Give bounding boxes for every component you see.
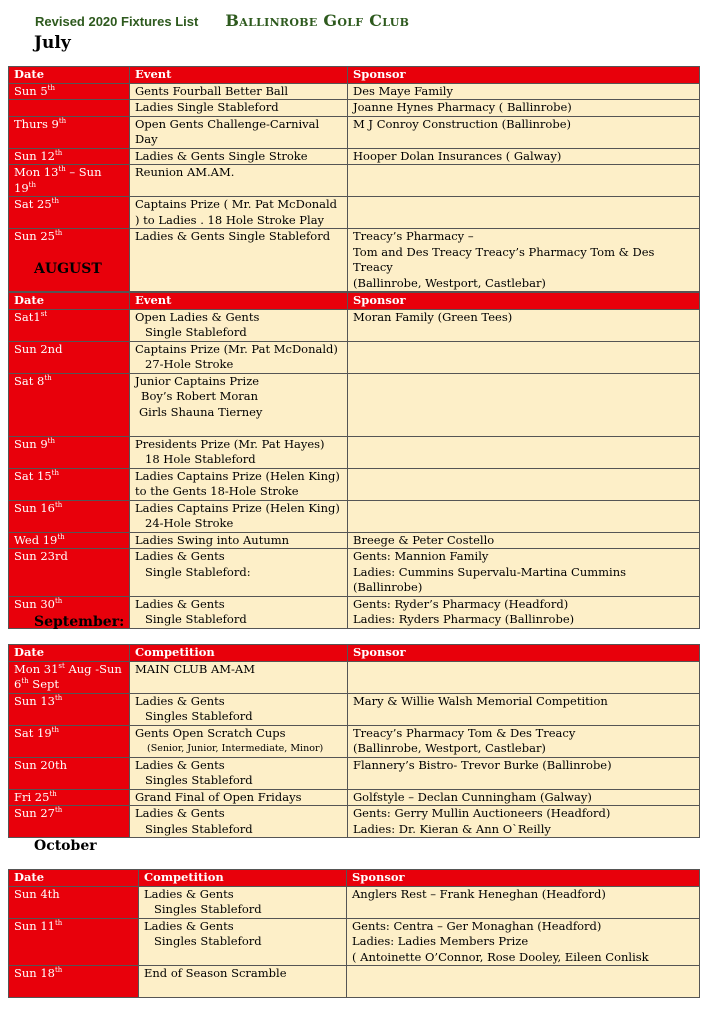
sponsor-line: Golfstyle – Declan Cunningham (Galway) <box>353 789 592 804</box>
fixture-sponsor <box>348 661 700 693</box>
fixture-event <box>130 806 348 838</box>
table-row <box>9 789 700 806</box>
month-heading: October <box>34 838 97 854</box>
date-suffix: th <box>51 197 59 206</box>
table-row <box>9 165 700 197</box>
fixture-event <box>130 532 348 549</box>
event-line: Ladies & Gents <box>135 806 225 820</box>
fixture-sponsor <box>348 165 700 197</box>
page-header <box>35 11 409 30</box>
fixture-event <box>139 918 347 966</box>
fixture-sponsor <box>348 373 700 436</box>
date-text: Sun 25 <box>14 229 55 243</box>
sponsor-line: (Ballinrobe, Westport, Castlebar) <box>353 275 546 290</box>
fixture-event <box>130 341 348 373</box>
fixture-sponsor <box>348 757 700 789</box>
event-line: Captains Prize ( Mr. Pat McDonald <box>135 197 338 211</box>
event-line: Ladies & Gents Single Stroke <box>135 148 308 163</box>
fixture-sponsor <box>348 725 700 757</box>
date-suffix: th <box>54 596 63 605</box>
column-header: Sponsor <box>347 870 700 887</box>
fixture-event <box>130 83 348 100</box>
fixture-sponsor <box>348 532 700 549</box>
date-text: Sun 30 <box>14 596 55 611</box>
revised-label: Revised 2020 Fixtures List <box>35 14 199 29</box>
column-header: Event <box>130 293 348 310</box>
table-row <box>9 373 700 436</box>
date-suffix: th <box>54 229 63 238</box>
fixture-date <box>9 757 130 789</box>
table-header-row <box>9 645 700 662</box>
event-line: Single Stableford <box>145 612 247 626</box>
event-line: Captains Prize (Mr. Pat McDonald) <box>135 341 338 356</box>
fixture-event <box>130 100 348 117</box>
event-line: 27-Hole Stroke <box>145 357 234 371</box>
fixture-event <box>130 596 348 628</box>
event-line: 18 Hole Stableford <box>145 452 256 466</box>
fixture-sponsor <box>348 596 700 628</box>
fixture-date <box>9 341 130 373</box>
sponsor-line: Ladies: Cummins Supervalu-Martina Cummins (Ballinrobe) <box>353 564 627 594</box>
date-suffix: th <box>44 373 52 382</box>
fixture-sponsor <box>348 309 700 341</box>
event-line: Ladies & Gents <box>135 757 225 772</box>
event-line: Ladies & Gents <box>135 693 225 708</box>
month-heading: September: <box>34 614 125 630</box>
date-text: Sun 4th <box>14 886 60 901</box>
fixtures-table <box>8 644 700 838</box>
column-header: Date <box>9 293 130 310</box>
date-text: Mon 31 <box>14 661 59 676</box>
table-row <box>9 100 700 117</box>
table-row <box>9 436 700 468</box>
event-line: Grand Final of Open Fridays <box>135 789 302 804</box>
fixture-event <box>130 500 348 532</box>
fixture-sponsor <box>347 886 700 918</box>
fixture-date <box>9 966 139 998</box>
fixture-date <box>9 197 130 229</box>
sponsor-line: Breege & Peter Costello <box>353 532 495 547</box>
date-text: Sat1 <box>14 309 41 324</box>
date-range-text: – Sun <box>65 165 102 179</box>
event-line: Ladies Captains Prize (Helen King) <box>135 500 340 515</box>
column-header: Sponsor <box>348 293 700 310</box>
date-suffix: th <box>54 500 63 509</box>
date-suffix: th <box>54 806 63 815</box>
event-line: End of Season Scramble <box>144 966 287 980</box>
event-line: Girls Shauna Tierney <box>139 404 263 419</box>
event-line: Reunion AM.AM. <box>135 165 235 179</box>
date-text: Sun 13 <box>14 693 55 708</box>
sponsor-line: Gents: Ryder’s Pharmacy (Headford) <box>353 596 569 611</box>
table-row <box>9 757 700 789</box>
fixture-sponsor <box>348 341 700 373</box>
sponsor-line: Gents: Gerry Mullin Auctioneers (Headford) <box>353 806 611 820</box>
fixture-event <box>130 549 348 597</box>
date-end-text: 19 <box>14 180 29 195</box>
table-row <box>9 197 700 229</box>
fixtures-table <box>8 869 700 998</box>
fixture-sponsor <box>347 918 700 966</box>
date-suffix: th <box>58 165 66 174</box>
fixture-sponsor <box>348 789 700 806</box>
fixture-date <box>9 83 130 100</box>
table-row <box>9 229 700 292</box>
date-suffix: th <box>54 918 63 927</box>
event-line: Single Stableford <box>145 325 247 339</box>
fixture-date <box>9 806 130 838</box>
event-line: 24-Hole Stroke <box>145 516 234 530</box>
fixture-event <box>130 661 348 693</box>
event-line: Ladies Captains Prize (Helen King) <box>135 468 340 483</box>
table-header-row <box>9 870 700 887</box>
date-end-suffix: th <box>28 180 36 189</box>
fixture-event <box>130 165 348 197</box>
event-line: Gents Open Scratch Cups <box>135 725 286 740</box>
date-range-text: Aug -Sun <box>64 661 122 676</box>
fixture-event <box>139 886 347 918</box>
table-row <box>9 918 700 966</box>
event-line: Boy’s Robert Moran <box>141 389 259 403</box>
fixture-date <box>9 886 139 918</box>
date-text: Sun 9 <box>14 436 48 451</box>
month-heading: July <box>34 33 71 53</box>
date-text: Sat 8 <box>14 373 45 388</box>
event-line: Ladies & Gents <box>135 549 225 563</box>
date-text: Sun 18 <box>14 966 55 980</box>
fixture-event <box>130 148 348 165</box>
event-line: Open Gents Challenge-Carnival Day <box>135 116 320 146</box>
event-line: Ladies Single Stableford <box>135 100 279 114</box>
fixture-event <box>130 725 348 757</box>
date-text: Sun 12 <box>14 148 55 163</box>
table-row <box>9 549 700 597</box>
table-row <box>9 532 700 549</box>
fixture-date <box>9 309 130 341</box>
event-line: Singles Stableford <box>154 934 262 948</box>
column-header: Competition <box>130 645 348 662</box>
fixture-sponsor <box>348 468 700 500</box>
table-row <box>9 500 700 532</box>
event-line: Singles Stableford <box>145 709 253 723</box>
sponsor-line: Ladies: Ladies Members Prize <box>352 934 529 948</box>
event-line: Ladies & Gents <box>144 918 234 933</box>
event-line: (Senior, Junior, Intermediate, Minor) <box>147 743 324 754</box>
fixture-date <box>9 725 130 757</box>
sponsor-line: Gents: Centra – Ger Monaghan (Headford) <box>352 918 602 933</box>
fixture-sponsor <box>348 436 700 468</box>
fixture-sponsor <box>348 116 700 148</box>
fixture-event <box>130 789 348 806</box>
table-row <box>9 693 700 725</box>
fixture-sponsor <box>348 693 700 725</box>
fixture-date <box>9 661 130 693</box>
fixture-date <box>9 116 130 148</box>
date-suffix: th <box>58 116 67 125</box>
sponsor-line: Ladies: Dr. Kieran & Ann O`Reilly <box>353 821 551 836</box>
event-line: Open Ladies & Gents <box>135 309 260 324</box>
fixture-sponsor <box>348 100 700 117</box>
sponsor-line: Hooper Dolan Insurances ( Galway) <box>353 148 562 163</box>
column-header: Competition <box>139 870 347 887</box>
fixture-event <box>130 373 348 436</box>
event-line: ) to Ladies . 18 Hole Stroke Play <box>135 212 325 227</box>
fixture-event <box>130 693 348 725</box>
fixture-event <box>130 309 348 341</box>
fixture-event <box>130 229 348 292</box>
table-row <box>9 148 700 165</box>
date-text: Sun 5 <box>14 83 48 98</box>
date-text: Fri 25 <box>14 789 50 804</box>
table-row <box>9 468 700 500</box>
column-header: Date <box>9 870 139 887</box>
sponsor-line: Anglers Rest – Frank Heneghan (Headford) <box>352 886 606 901</box>
table-row <box>9 341 700 373</box>
fixture-date <box>9 693 130 725</box>
table-row <box>9 725 700 757</box>
sponsor-line: Mary & Willie Walsh Memorial Competition <box>353 693 608 708</box>
fixture-date <box>9 373 130 436</box>
column-header: Sponsor <box>348 645 700 662</box>
fixture-event <box>130 757 348 789</box>
date-text: Sun 23rd <box>14 549 68 563</box>
sponsor-line: Treacy’s Pharmacy Tom & Des Treacy <box>353 725 576 740</box>
sponsor-line: Des Maye Family <box>353 83 453 98</box>
fixture-sponsor <box>348 500 700 532</box>
table-row <box>9 966 700 998</box>
fixture-date <box>9 532 130 549</box>
column-header: Event <box>130 67 348 84</box>
fixtures-table <box>8 292 700 629</box>
club-name: Ballinrobe Golf Club <box>225 11 410 30</box>
event-line: Ladies Swing into Autumn <box>135 532 290 547</box>
column-header: Date <box>9 67 130 84</box>
fixture-date <box>9 148 130 165</box>
table-row <box>9 806 700 838</box>
sponsor-line: Tom and Des Treacy Treacy’s Pharmacy Tom & Des Treacy <box>353 244 655 274</box>
fixture-event <box>130 197 348 229</box>
fixture-date <box>9 468 130 500</box>
date-text: Sun 11 <box>14 918 55 933</box>
date-end-suffix: th <box>21 677 29 686</box>
event-line: to the Gents 18-Hole Stroke <box>135 484 299 498</box>
date-text: Thurs 9 <box>14 116 59 131</box>
fixture-event <box>130 468 348 500</box>
sponsor-line: Moran Family (Green Tees) <box>353 309 513 324</box>
fixture-sponsor <box>348 806 700 838</box>
fixture-sponsor <box>348 148 700 165</box>
fixtures-table <box>8 66 700 292</box>
table-row <box>9 886 700 918</box>
sponsor-line: M J Conroy Construction (Ballinrobe) <box>353 116 571 131</box>
fixture-event <box>139 966 347 998</box>
fixture-event <box>130 436 348 468</box>
date-text: Sun 16 <box>14 500 55 515</box>
date-suffix: th <box>47 436 55 445</box>
fixture-date <box>9 500 130 532</box>
date-suffix: th <box>51 725 59 734</box>
event-line: Singles Stableford <box>145 773 253 787</box>
date-suffix: th <box>49 789 57 798</box>
column-header: Date <box>9 645 130 662</box>
date-text: Sat 25 <box>14 197 52 211</box>
fixture-sponsor <box>348 229 700 292</box>
sponsor-line: ( Antoinette O’Connor, Rose Dooley, Eileen Conlisk <box>352 949 649 964</box>
date-text: Sun 20th <box>14 757 68 772</box>
date-text: Sun 27 <box>14 806 55 820</box>
date-end-rest: Sept <box>28 677 59 691</box>
sponsor-line: Ladies: Ryders Pharmacy (Ballinrobe) <box>353 612 575 626</box>
event-line: Ladies & Gents <box>144 886 234 901</box>
date-text: Sat 15 <box>14 468 52 483</box>
month-heading: AUGUST <box>34 261 102 277</box>
sponsor-line: Gents: Mannion Family <box>353 549 489 563</box>
event-line: Gents Fourball Better Ball <box>135 83 289 98</box>
date-suffix: th <box>47 83 55 92</box>
event-line: Single Stableford: <box>145 564 251 579</box>
table-header-row <box>9 67 700 84</box>
event-line: Ladies & Gents <box>135 596 225 611</box>
sponsor-line: Joanne Hynes Pharmacy ( Ballinrobe) <box>353 100 572 114</box>
table-row <box>9 309 700 341</box>
sponsor-line: Flannery’s Bistro- Trevor Burke (Ballinrobe) <box>353 757 612 772</box>
event-line: MAIN CLUB AM-AM <box>135 661 255 676</box>
table-row <box>9 661 700 693</box>
fixture-sponsor <box>347 966 700 998</box>
table-row <box>9 116 700 148</box>
fixture-date <box>9 549 130 597</box>
event-line: Presidents Prize (Mr. Pat Hayes) <box>135 436 325 451</box>
fixture-sponsor <box>348 83 700 100</box>
date-text: Sat 19 <box>14 725 52 740</box>
date-suffix: th <box>54 693 63 702</box>
date-text: Sun 2nd <box>14 341 63 356</box>
date-suffix: th <box>54 966 63 975</box>
fixture-date <box>9 789 130 806</box>
sponsor-line: (Ballinrobe, Westport, Castlebar) <box>353 741 546 755</box>
event-line: Ladies & Gents Single Stableford <box>135 229 331 243</box>
table-row <box>9 83 700 100</box>
fixture-date <box>9 229 130 292</box>
date-suffix: st <box>58 661 65 670</box>
event-line: Singles Stableford <box>145 821 253 836</box>
date-suffix: th <box>57 532 65 541</box>
sponsor-line: Treacy’s Pharmacy – <box>353 229 474 243</box>
event-line: Junior Captains Prize <box>135 373 260 388</box>
fixture-sponsor <box>348 549 700 597</box>
date-suffix: th <box>51 468 59 477</box>
date-suffix: th <box>54 148 63 157</box>
date-text: Mon 13 <box>14 165 59 179</box>
date-suffix: st <box>40 309 48 318</box>
event-line: Singles Stableford <box>154 902 262 916</box>
fixture-date <box>9 100 130 117</box>
fixture-event <box>130 116 348 148</box>
fixture-date <box>9 918 139 966</box>
fixture-date <box>9 165 130 197</box>
fixture-date <box>9 436 130 468</box>
column-header: Sponsor <box>348 67 700 84</box>
fixture-sponsor <box>348 197 700 229</box>
table-header-row <box>9 293 700 310</box>
date-text: Wed 19 <box>14 532 58 547</box>
date-end-text: 6 <box>14 677 22 691</box>
